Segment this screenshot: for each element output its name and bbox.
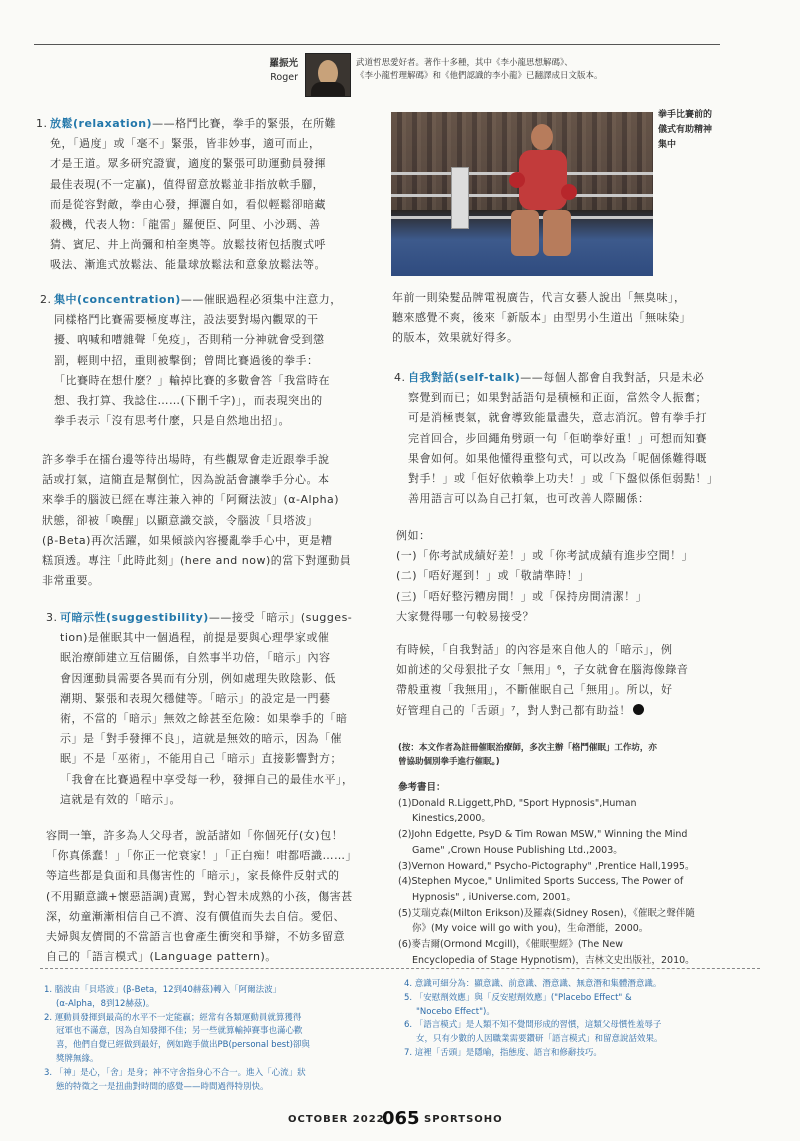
examples-intro: 例如： (396, 529, 431, 542)
footnote: 7. 這裡「舌頭」是隱喻，指態度、語言和修辭技巧。 (404, 1047, 602, 1058)
footnote: 1. 腦波由「貝塔波」(β-Beta，12到40赫茲)轉入「阿爾法波」 (44, 985, 282, 995)
example-item: (二)「唔好遲到！」或「敬請準時！」 (396, 569, 590, 583)
footnote: "Nocebo Effect")。 (416, 1006, 495, 1017)
author-bio: 武道哲思愛好者。著作十多種，其中《李小龍思想解碼》、 《李小龍哲理解碼》和《他們認識的李小龍》已翻譯成日文版本。 (356, 58, 603, 81)
footnote: 4. 意識可細分為：顯意識、前意識、潛意識、無意潛和集體潛意識。 (404, 979, 662, 989)
section-number: 4. (394, 371, 406, 384)
author-note: (按：本文作者為註冊催眠治療師，多次主辦「格鬥催眠」工作坊，亦 曾協助個別拳手進行催眠。) (398, 743, 657, 767)
footer-month: OCTOBER 2022 (288, 1114, 385, 1125)
author-name-cn: 羅振光 (269, 58, 298, 69)
references-title: 參考書目： (398, 782, 446, 793)
examples-block (396, 526, 756, 627)
reference-line: (1)Donald R.Liggett,PhD, "Sport Hypnosis",Human (398, 797, 637, 809)
header-rule (34, 44, 720, 45)
paragraph-alpha: 許多拳手在擂台邊等待出場時，有些觀眾會走近跟拳手說 話或打氣，這簡直是幫倒忙，因為說話會讓拳手分心。本 來拳手的腦波已經在專注兼入神的「阿爾法波」(α-Alpha) 狀態，卻被「喚醒」以顯意識交談，令腦波「貝塔波」 (β-Beta)再次活躍，如果傾談內容擾亂拳手心中，更是糟 糕頂透。專注「此時此刻」(here and now)的當下對運動員 非常重要。 (42, 453, 352, 588)
references (398, 780, 760, 968)
photo-caption: 拳手比賽前的 儀式有助精神 集中 (658, 110, 713, 150)
boxer-photo (391, 112, 653, 276)
end-mark-icon (633, 704, 644, 715)
section-concentration: 2. 集中(concentration)——催眠過程必須集中注意力， 同樣格鬥比賽需要極度專注，設法要對場內觀眾的干 擾、吶喊和嘈雜聲「免疫」，否則稍一分神就會受到懲 罰，輕則中招，重則被擊倒；曾問比賽過後的拳手： 「比賽時在想什麼？」輸掉比賽的多數會答「我當時在 想、我打算、我諗住……(下刪千字)」，而表現突出的 拳手表示「沒有思考什麼，只是自然地出招」。 (54, 290, 374, 431)
footnotes-right (404, 978, 760, 1061)
footnote: 6. 「語言模式」是人類不知不覺間形成的習慣，這類父母慣性羞辱子 (404, 1020, 662, 1031)
reference-line: (4)Stephen Mycoe," Unlimited Sports Success, The Power of (398, 876, 684, 888)
example-item: (一)「你考試成績好差！」或「你考試成績有進步空間！」 (396, 549, 694, 563)
reference-line: (6)麥吉爾(Ormond Mcgill)，《催眠聖經》(The New (398, 939, 623, 951)
paragraph-parents: 容問一筆，許多為人父母者，說話諸如「你個死仔(女)包！ 「你真係蠢！」「你正一佗衰家！」「正白痴！咁都唔識……」 等這些都是負面和具傷害性的「暗示」，家長條件反射式的 (不用顯意識+懷惡語調)責罵，對心智未成熟的小孩，傷害甚 深，幼童漸漸相信自己不濟、沒有價值而失去自信。愛侶、 夫婦與友儕間的不當語言也會產生衝突和爭辯，不妨多留意 自己的「語言模式」(Language pattern)。 (46, 829, 357, 964)
section-heading: 放鬆(relaxation) (50, 117, 153, 130)
reference-line: 你》(My voice will go with you)，生命潛能，2000。 (412, 923, 649, 935)
reference-line: (2)John Edgette, PsyD & Tim Rowan MSW," Winning the Mind (398, 829, 688, 841)
example-item: (三)「唔好整污糟房間！」或「保持房間清潔！」 (396, 589, 648, 603)
examples-question: 大家覺得哪一句較易接受？ (396, 609, 534, 623)
footer-brand: SPORTSOHO (424, 1114, 503, 1125)
reference-line: (5)艾瑞克森(Milton Erikson)及羅森(Sidney Rosen)，《催眠之聲伴隨 (398, 907, 695, 919)
section-number: 2. (40, 293, 52, 306)
footnote: 獎牌無緣。 (56, 1053, 99, 1064)
paragraph-tongue: 有時候，「自我對話」的內容是來自他人的「暗示」，例 如前述的父母狠批子女「無用」⁶，子女就會在腦海像錄音 帶般重複「我無用」，不斷催眠自己「無用」。所以，好 好管理自己的「舌頭」⁷，對人對己都有助益！ (396, 643, 689, 717)
author-portrait (305, 53, 351, 97)
footnote: 冠軍也不滿意，因為自知發揮不佳；另一些就算輸掉賽事也滿心歡 (56, 1026, 303, 1037)
footnote-divider (40, 968, 760, 969)
footnote: 喜，他們自覺已經做到最好，例如跑手做出PB(personal best)卻與 (56, 1040, 310, 1051)
page-number: 065 (382, 1108, 420, 1129)
footnotes-left (44, 984, 390, 1094)
paragraph-ad: 年前一則染髮品牌電視廣告，代言女藝人說出「無臭味」， 聽來感覺不爽，後來「新版本」由型男小生道出「無味染」 的版本，效果就好得多。 (392, 291, 691, 345)
section-number: 1. (36, 117, 48, 130)
footnote: 態的特徵之一是扭曲對時間的感覺——時間過得特別快。 (56, 1081, 269, 1092)
section-suggestibility: 3. 可暗示性(suggestibility)——接受「暗示」(sugges- tion)是催眠其中一個過程，前提是要與心理學家或催 眠治療師建立互信關係，自然事半功倍，「暗示」內容 會因運動員需要各異而有分別，例如處理失敗陰影、低 潮期、緊張和表現欠穩健等。「暗示」的設定是一門藝 術，不當的「暗示」無效之餘甚至危險：如果拳手的「暗 示」是「對手發揮不良」，這就是無效的暗示，因為「催 眠」不是「巫術」，不能用自己「暗示」直接影響對方； 「我會在比賽過程中享受每一秒，發揮自己的最佳水平」， 這就是有效的「暗示」。 (60, 608, 378, 810)
footnote: 5. 「安慰劑效應」與「反安慰劑效應」("Placebo Effect" & (404, 992, 632, 1003)
footnote: (α-Alpha，8到12赫茲)。 (56, 998, 155, 1009)
section-relaxation: 1. 放鬆(relaxation)——格鬥比賽，拳手的緊張，在所難 免，「過度」或「毫不」緊張，皆非妙事，適可而止， 才是王道。眾多研究證實，適度的緊張可助運動員發揮 最佳表現(不一定贏)，值得留意放鬆並非指放軟手腳， 而是從容對敵，拳由心發，揮灑自如，看似輕鬆卻暗藏 殺機，代表人物：「龍雷」羅便臣、阿里、小沙瑪、善 猜、賓尼、井上尚彌和柏奎奧等。放鬆技術包括腹式呼 吸法、漸進式放鬆法、能量球放鬆法和意象放鬆法等。 (50, 114, 370, 276)
section-heading: 自我對話(self-talk) (408, 371, 521, 384)
reference-line: Kinestics,2000。 (412, 813, 491, 825)
author-name-en: Roger (270, 72, 298, 83)
section-number: 3. (46, 611, 58, 624)
reference-line: (3)Vernon Howard," Psycho-Pictography" ,Prentice Hall,1995。 (398, 860, 695, 872)
reference-line: Hypnosis" , iUniverse.com, 2001。 (412, 891, 577, 903)
section-self-talk: 4. 自我對話(self-talk)——每個人都會自我對話，只是未必 察覺到而已；如果對話語句是積極和正面，當然令人振奮； 可是消極喪氣，就會導致能量盡失，意志消沉。曾有拳手打 完首回合，步回繩角劈頭一句「佢啲拳好重！」可想而知賽 果會如何。如果他懂得重整句式，可以改為「呢個係難得嘅 對手！」或「佢好依賴拳上功夫！」或「下盤似係佢弱點！」 善用語言可以為自己打氣，也可改善人際關係： (408, 368, 758, 509)
section-heading: 可暗示性(suggestibility) (60, 611, 209, 624)
footnote: 女，只有少數的人因職業需要鑽研「語言模式」和留意說話效果。 (416, 1034, 663, 1045)
reference-line: Encyclopedia of Stage Hypnotism)，吉林文史出版社，2010。 (412, 954, 695, 966)
reference-line: Game" ,Crown House Publishing Ltd.,2003。 (412, 844, 623, 856)
section-heading: 集中(concentration) (54, 293, 181, 306)
footnote: 2. 運動員發揮到最高的水平不一定能贏；經常有各類運動員就算獲得 (44, 1012, 302, 1023)
footnote: 3. 「神」是心，「舍」是身；神不守舍指身心不合一。進入「心流」狀 (44, 1067, 306, 1078)
